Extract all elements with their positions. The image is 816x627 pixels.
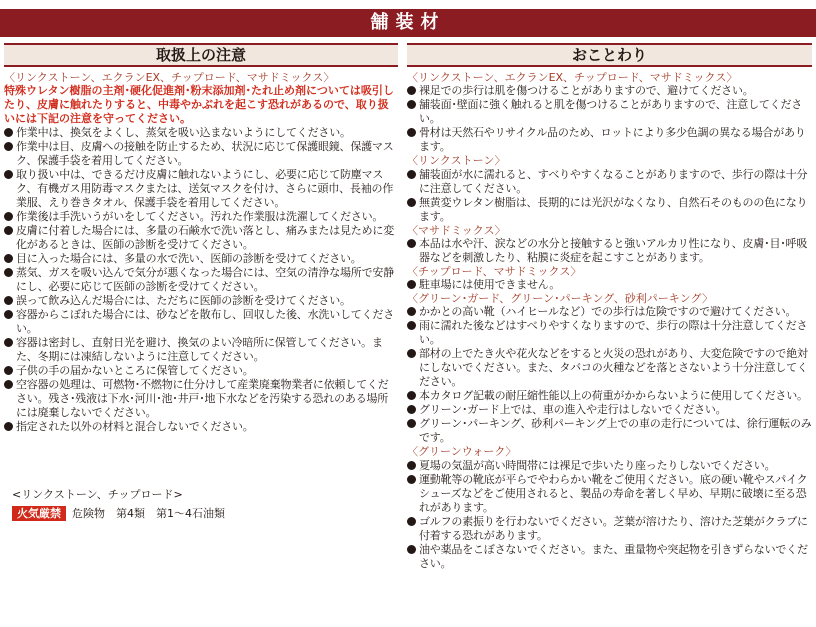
group-category-label: 〈リンクストーン、エクランEX、チップロード、マサドミックス〉 — [407, 71, 738, 84]
bullet-icon — [407, 349, 416, 358]
list-item — [4, 266, 398, 294]
list-item-text: 皮膚に付着した場合には、多量の石鹸水で洗い落とし、痛みまたは見ために変化があるときは、医師の診断を受けてください。 — [16, 224, 394, 252]
bullet-icon — [4, 366, 13, 375]
bullet-icon — [407, 100, 416, 109]
list-item — [4, 252, 398, 266]
bullet-icon — [407, 239, 416, 248]
handling-precautions-heading: 取扱上の注意 — [4, 43, 398, 67]
list-item — [407, 515, 812, 543]
bullet-icon — [4, 380, 13, 389]
list-item — [4, 126, 398, 140]
list-item-text: 裸足での歩行は肌を傷つけることがありますので、避けてください。 — [419, 84, 754, 98]
bullet-icon — [407, 517, 416, 526]
list-item — [407, 347, 812, 389]
list-item-text: 無黄変ウレタン樹脂は、長期的には光沢がなくなり、自然石そのものの色になります。 — [419, 195, 808, 223]
group-item-list — [407, 305, 812, 445]
disclaimer-heading: おことわり — [407, 43, 812, 67]
list-item — [407, 403, 812, 417]
disclaimer-groups — [407, 71, 812, 571]
list-item — [407, 417, 812, 445]
list-item — [407, 459, 812, 473]
bullet-icon — [4, 296, 13, 305]
group-item-list — [407, 168, 812, 224]
disclaimer-group — [407, 265, 812, 292]
group-category-label: 〈リンクストーン〉 — [407, 154, 506, 168]
list-item — [4, 378, 398, 420]
bullet-icon — [4, 142, 13, 151]
bullet-icon — [4, 338, 13, 347]
list-item-text: 指定された以外の材料と混合しないでください。 — [16, 420, 254, 434]
list-item-text: 油や薬品をこぼさないでください。また、重量物や突起物を引きずらないでください。 — [419, 542, 808, 570]
list-item-text: 蒸気、ガスを吸い込んで気分が悪くなった場合には、空気の清浄な場所で安静にし、必要に応じて医師の診断を受けてください。 — [16, 266, 394, 294]
bullet-icon — [407, 405, 416, 414]
list-item-text: グリーン･パーキング、砂利パーキング上での車の走行については、徐行運転のみです。 — [419, 417, 812, 445]
list-item — [4, 210, 398, 224]
list-item — [407, 305, 812, 319]
list-item-text: 本品は水や汗、涙などの水分と接触すると強いアルカリ性になり、皮膚･目･呼吸器などを刺激したり、粘膜に炎症を起こすことがあります。 — [419, 236, 808, 264]
list-item-text: 誤って飲み込んだ場合には、ただちに医師の診断を受けてください。 — [16, 294, 351, 308]
bullet-icon — [4, 226, 13, 235]
bullet-icon — [4, 128, 13, 137]
bullet-icon — [407, 391, 416, 400]
list-item-text: 容器からこぼれた場合には、砂などを散布し、回収した後、水洗いしてください。 — [16, 308, 394, 336]
disclaimer-group — [407, 154, 812, 223]
flammable-category-label: <リンクストーン、チップロード> — [12, 488, 183, 501]
list-item-text: グリーン･ガード上では、車の進入や走行はしないでください。 — [419, 403, 727, 417]
bullet-icon — [407, 198, 416, 207]
disclaimer-group — [407, 224, 812, 265]
toxicity-warning: 特殊ウレタン樹脂の主剤･硬化促進剤･粉末添加剤･たれ止め剤については吸引したり、皮膚に触れたりすると、中毒やかぶれを起こす恐れがあるので、取り扱いには下記の注意を守ってください。 — [4, 84, 394, 126]
bullet-icon — [4, 254, 13, 263]
disclaimer-group — [407, 71, 812, 154]
list-item-text: 駐車場には使用できません。 — [419, 278, 561, 292]
list-item — [407, 98, 812, 126]
list-item-text: 作業中は目、皮膚への接触を防止するため、状況に応じて保護眼鏡、保護マスク、保護手袋を着用してください。 — [16, 140, 394, 168]
bullet-icon — [407, 86, 416, 95]
list-item-text: 部材の上でたき火や花火などをすると火災の恐れがあり、大変危険ですので絶対にしないでください。また、タバコの火種などを落とさないよう十分注意してください。 — [419, 347, 808, 389]
list-item — [407, 126, 812, 154]
list-item-text: 目に入った場合には、多量の水で洗い、医師の診断を受けてください。 — [16, 252, 362, 266]
list-item — [407, 278, 812, 292]
list-item-text: 作業後は手洗いうがいをしてください。汚れた作業服は洗濯してください。 — [16, 210, 384, 224]
bullet-icon — [407, 321, 416, 330]
bullet-icon — [4, 422, 13, 431]
list-item-text: 本カタログ記載の耐圧縮性能以上の荷重がかからないように使用してください。 — [419, 389, 808, 403]
list-item-text: 空容器の処理は、可燃物･不燃物に仕分けして産業廃棄物業者に依頼してください。残さ･残液は下水･河川･池･井戸･地下水などを汚染する恐れのある場所には廃棄しないでください。 — [16, 378, 389, 420]
group-category-label: 〈グリーンウォーク〉 — [407, 445, 517, 459]
list-item-text: 舗装面が水に濡れると、すべりやすくなることがありますので、歩行の際は十分に注意してください。 — [419, 167, 808, 195]
bullet-icon — [407, 170, 416, 179]
list-item-text: 夏場の気温が高い時間帯には裸足で歩いたり座ったりしないでください。 — [419, 458, 776, 472]
list-item — [407, 319, 812, 347]
list-item-text: 容器は密封し、直射日光を避け、換気のよい冷暗所に保管してください。また、冬期には凍結しないように注意してください。 — [16, 336, 383, 364]
bullet-icon — [407, 280, 416, 289]
bullet-icon — [407, 461, 416, 470]
left-category-label: 〈リンクストーン、エクランEX、チップロード、マサドミックス〉 — [4, 71, 335, 84]
list-item — [4, 224, 398, 252]
precaution-list — [4, 126, 398, 434]
list-item — [407, 389, 812, 403]
list-item-text: 取り扱い中は、できるだけ皮膚に触れないようにし、必要に応じて防塵マスク、有機ガス用防毒マスクまたは、送気マスクを付け、さらに頭巾、長袖の作業服、えり巻きタオル、保護手袋を着用してください。 — [16, 168, 394, 210]
hazard-class-text: 危険物 第4類 第1～4石油類 — [72, 507, 225, 520]
bullet-icon — [407, 307, 416, 316]
list-item-text: 舗装面･壁面に強く触れると肌を傷つけることがありますので、注意してください。 — [419, 98, 803, 126]
list-item-text: 雨に濡れた後などはすべりやすくなりますので、歩行の際は十分注意してください。 — [419, 319, 808, 347]
group-item-list — [407, 278, 812, 292]
list-item — [407, 196, 812, 224]
list-item-text: 運動靴等の靴底が平らでやわらかい靴をご使用ください。底の硬い靴やスパイクシューズなどをご使用されると、製品の寿命を著しく早め、早期に破壊に至る恐れがあります。 — [419, 472, 808, 514]
list-item — [4, 308, 398, 336]
group-category-label: 〈マサドミックス〉 — [407, 223, 506, 237]
handling-precautions-column — [4, 43, 398, 434]
disclaimer-column — [407, 43, 812, 571]
group-item-list — [407, 237, 812, 265]
list-item — [4, 336, 398, 364]
list-item-text: ゴルフの素振りを行わないでください。芝葉が溶けたり、溶けた芝葉がクラブに付着する恐れがあります。 — [419, 514, 808, 542]
list-item — [407, 168, 812, 196]
group-category-label: 〈チップロード、マサドミックス〉 — [407, 264, 582, 278]
bullet-icon — [407, 545, 416, 554]
fire-prohibited-badge: 火気厳禁 — [12, 506, 66, 521]
bullet-icon — [4, 212, 13, 221]
bullet-icon — [407, 475, 416, 484]
bullet-icon — [407, 128, 416, 137]
group-category-label: 〈グリーン･ガード、グリーン･パーキング、砂利パーキング〉 — [407, 292, 714, 306]
list-item — [407, 473, 812, 515]
disclaimer-group — [407, 292, 812, 445]
list-item-text: 作業中は、換気をよくし、蒸気を吸い込まないようにしてください。 — [16, 126, 351, 140]
list-item — [4, 294, 398, 308]
disclaimer-group — [407, 445, 812, 570]
list-item-text: 子供の手の届かないところに保管してください。 — [16, 364, 254, 378]
list-item — [4, 140, 398, 168]
group-item-list — [407, 459, 812, 571]
bullet-icon — [407, 419, 416, 428]
bullet-icon — [4, 310, 13, 319]
list-item — [4, 168, 398, 210]
list-item — [407, 237, 812, 265]
list-item — [407, 84, 812, 98]
list-item-text: かかとの高い靴（ハイヒールなど）での歩行は危険ですので避けてください。 — [419, 305, 797, 319]
list-item-text: 骨材は天然石やリサイクル品のため、ロットにより多少色調の異なる場合があります。 — [419, 126, 806, 154]
list-item — [4, 420, 398, 434]
flammable-notice — [12, 488, 225, 521]
bullet-icon — [4, 268, 13, 277]
group-item-list — [407, 84, 812, 154]
list-item — [4, 364, 398, 378]
list-item — [407, 543, 812, 571]
page-banner: 舗装材 — [0, 9, 816, 37]
bullet-icon — [4, 170, 13, 179]
